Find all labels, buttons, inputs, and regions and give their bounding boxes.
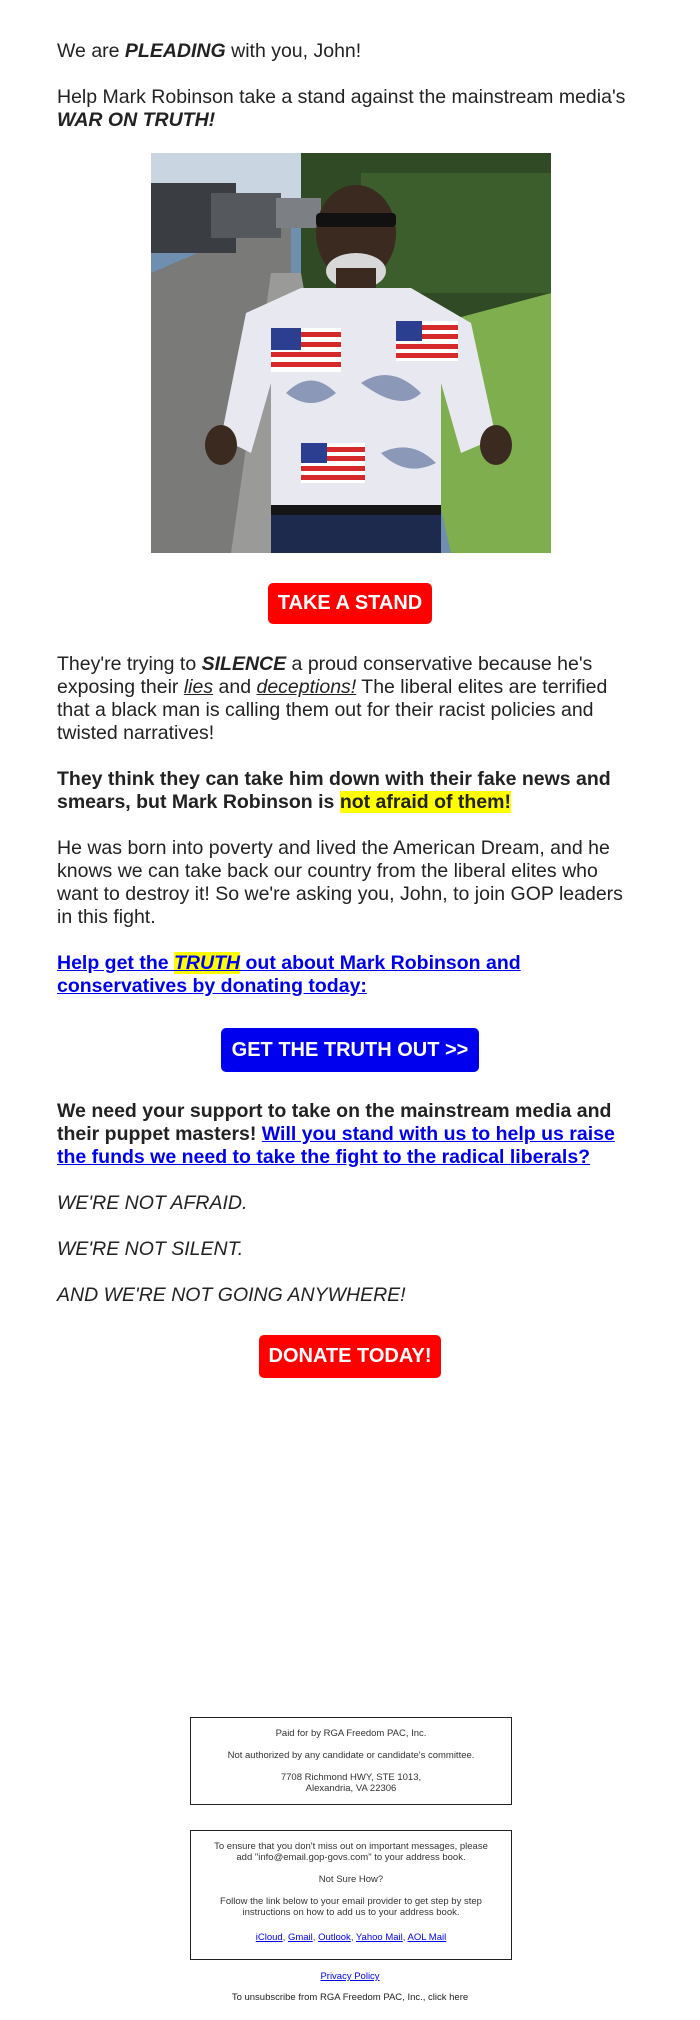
lies-emphasis: lies — [183, 676, 214, 698]
intro-emphasis: WAR ON TRUTH! — [57, 109, 216, 131]
greeting — [57, 40, 643, 63]
not-authorized-text: Not authorized by any candidate or candidate's committee. — [227, 1750, 475, 1761]
fake-news-paragraph — [57, 768, 643, 814]
yahoo-mail-link[interactable]: Yahoo Mail — [355, 1932, 403, 1943]
slogan-1-text: WE'RE NOT AFRAID. — [57, 1192, 248, 1214]
link-text-a: Help get the — [57, 952, 175, 974]
candidate-photo-illustration — [151, 153, 551, 553]
privacy-policy-link[interactable]: Privacy Policy — [320, 1971, 380, 1982]
para2-text: They think they can take him down with their fake news and smears, but Mark Robinson is — [57, 768, 611, 813]
silence-paragraph — [57, 653, 643, 745]
not-sure-how-text: Not Sure How? — [318, 1874, 384, 1885]
support-text: We need your support to take on the mainstream media and their puppet masters! — [57, 1100, 612, 1145]
disclaimer-box — [190, 1717, 512, 1805]
silence-emphasis: SILENCE — [201, 653, 287, 675]
greeting-emphasis: PLEADING — [124, 40, 226, 62]
intro-paragraph — [57, 86, 643, 132]
slogan-1 — [57, 1192, 643, 1215]
address-line-2: Alexandria, VA 22306 — [305, 1783, 397, 1794]
paid-for-text: Paid for by RGA Freedom PAC, Inc. — [275, 1728, 427, 1739]
link-text-b: out about Mark Robinson and conservatives by donating today: — [57, 952, 521, 997]
not-afraid-highlight: not afraid of them! — [339, 791, 511, 813]
outlook-link[interactable]: Outlook — [318, 1932, 351, 1943]
follow-instructions-text: Follow the link below to your email provider to get step by step instructions on how to add us to your address book. — [220, 1896, 482, 1918]
candidate-photo — [151, 153, 551, 553]
email-provider-links: iCloud, Gmail, Outlook, Yahoo Mail, AOL Mail — [255, 1932, 447, 1943]
donate-today-button[interactable]: DONATE TODAY! — [259, 1335, 441, 1378]
greeting-text-end: with you, John! — [225, 40, 362, 62]
para1-text-c: and — [213, 676, 257, 698]
support-paragraph — [57, 1100, 643, 1169]
take-a-stand-button[interactable]: TAKE A STAND — [268, 583, 432, 624]
slogan-3-text: AND WE'RE NOT GOING ANYWHERE! — [57, 1284, 406, 1306]
deceptions-emphasis: deceptions! — [256, 676, 357, 698]
address-line-1: 7708 Richmond HWY, STE 1013, — [280, 1772, 422, 1783]
stand-with-us-link[interactable]: Will you stand with us to help us raise the funds we need to take the fight to the radical liberals? — [57, 1123, 615, 1168]
para1-text-b: a proud conservative because he's exposing their — [57, 653, 593, 698]
american-dream-paragraph — [57, 837, 643, 929]
privacy-policy-row — [0, 1971, 700, 1982]
para1-text-a: They're trying to — [57, 653, 202, 675]
get-the-truth-out-button[interactable]: GET THE TRUTH OUT >> — [221, 1028, 479, 1072]
para3-text: He was born into poverty and lived the American Dream, and he knows we can take back our country from the liberal elites who want to destroy it! So we're asking you, John, to join GOP leaders in this fight. — [57, 837, 623, 928]
unsubscribe-text[interactable]: To unsubscribe from RGA Freedom PAC, Inc., click here — [231, 1992, 469, 2003]
intro-text: Help Mark Robinson take a stand against the mainstream media's — [57, 86, 626, 108]
gmail-link[interactable]: Gmail — [287, 1932, 313, 1943]
donate-link-paragraph — [57, 952, 643, 998]
aol-mail-link[interactable]: AOL Mail — [407, 1932, 447, 1943]
slogan-3 — [57, 1284, 643, 1307]
address-book-box — [190, 1830, 512, 1960]
icloud-link[interactable]: iCloud — [255, 1932, 283, 1943]
slogan-2-text: WE'RE NOT SILENT. — [57, 1238, 244, 1260]
address-book-message: To ensure that you don't miss out on important messages, please add "info@email.gop-govs.com" to your address book. — [214, 1841, 488, 1863]
slogan-2 — [57, 1238, 643, 1261]
greeting-text: We are — [57, 40, 125, 62]
truth-highlight: TRUTH — [174, 952, 241, 974]
help-get-truth-link[interactable] — [57, 952, 521, 997]
para1-text-d: The liberal elites are terrified that a black man is calling them out for their racist policies and twisted narratives! — [57, 676, 608, 744]
